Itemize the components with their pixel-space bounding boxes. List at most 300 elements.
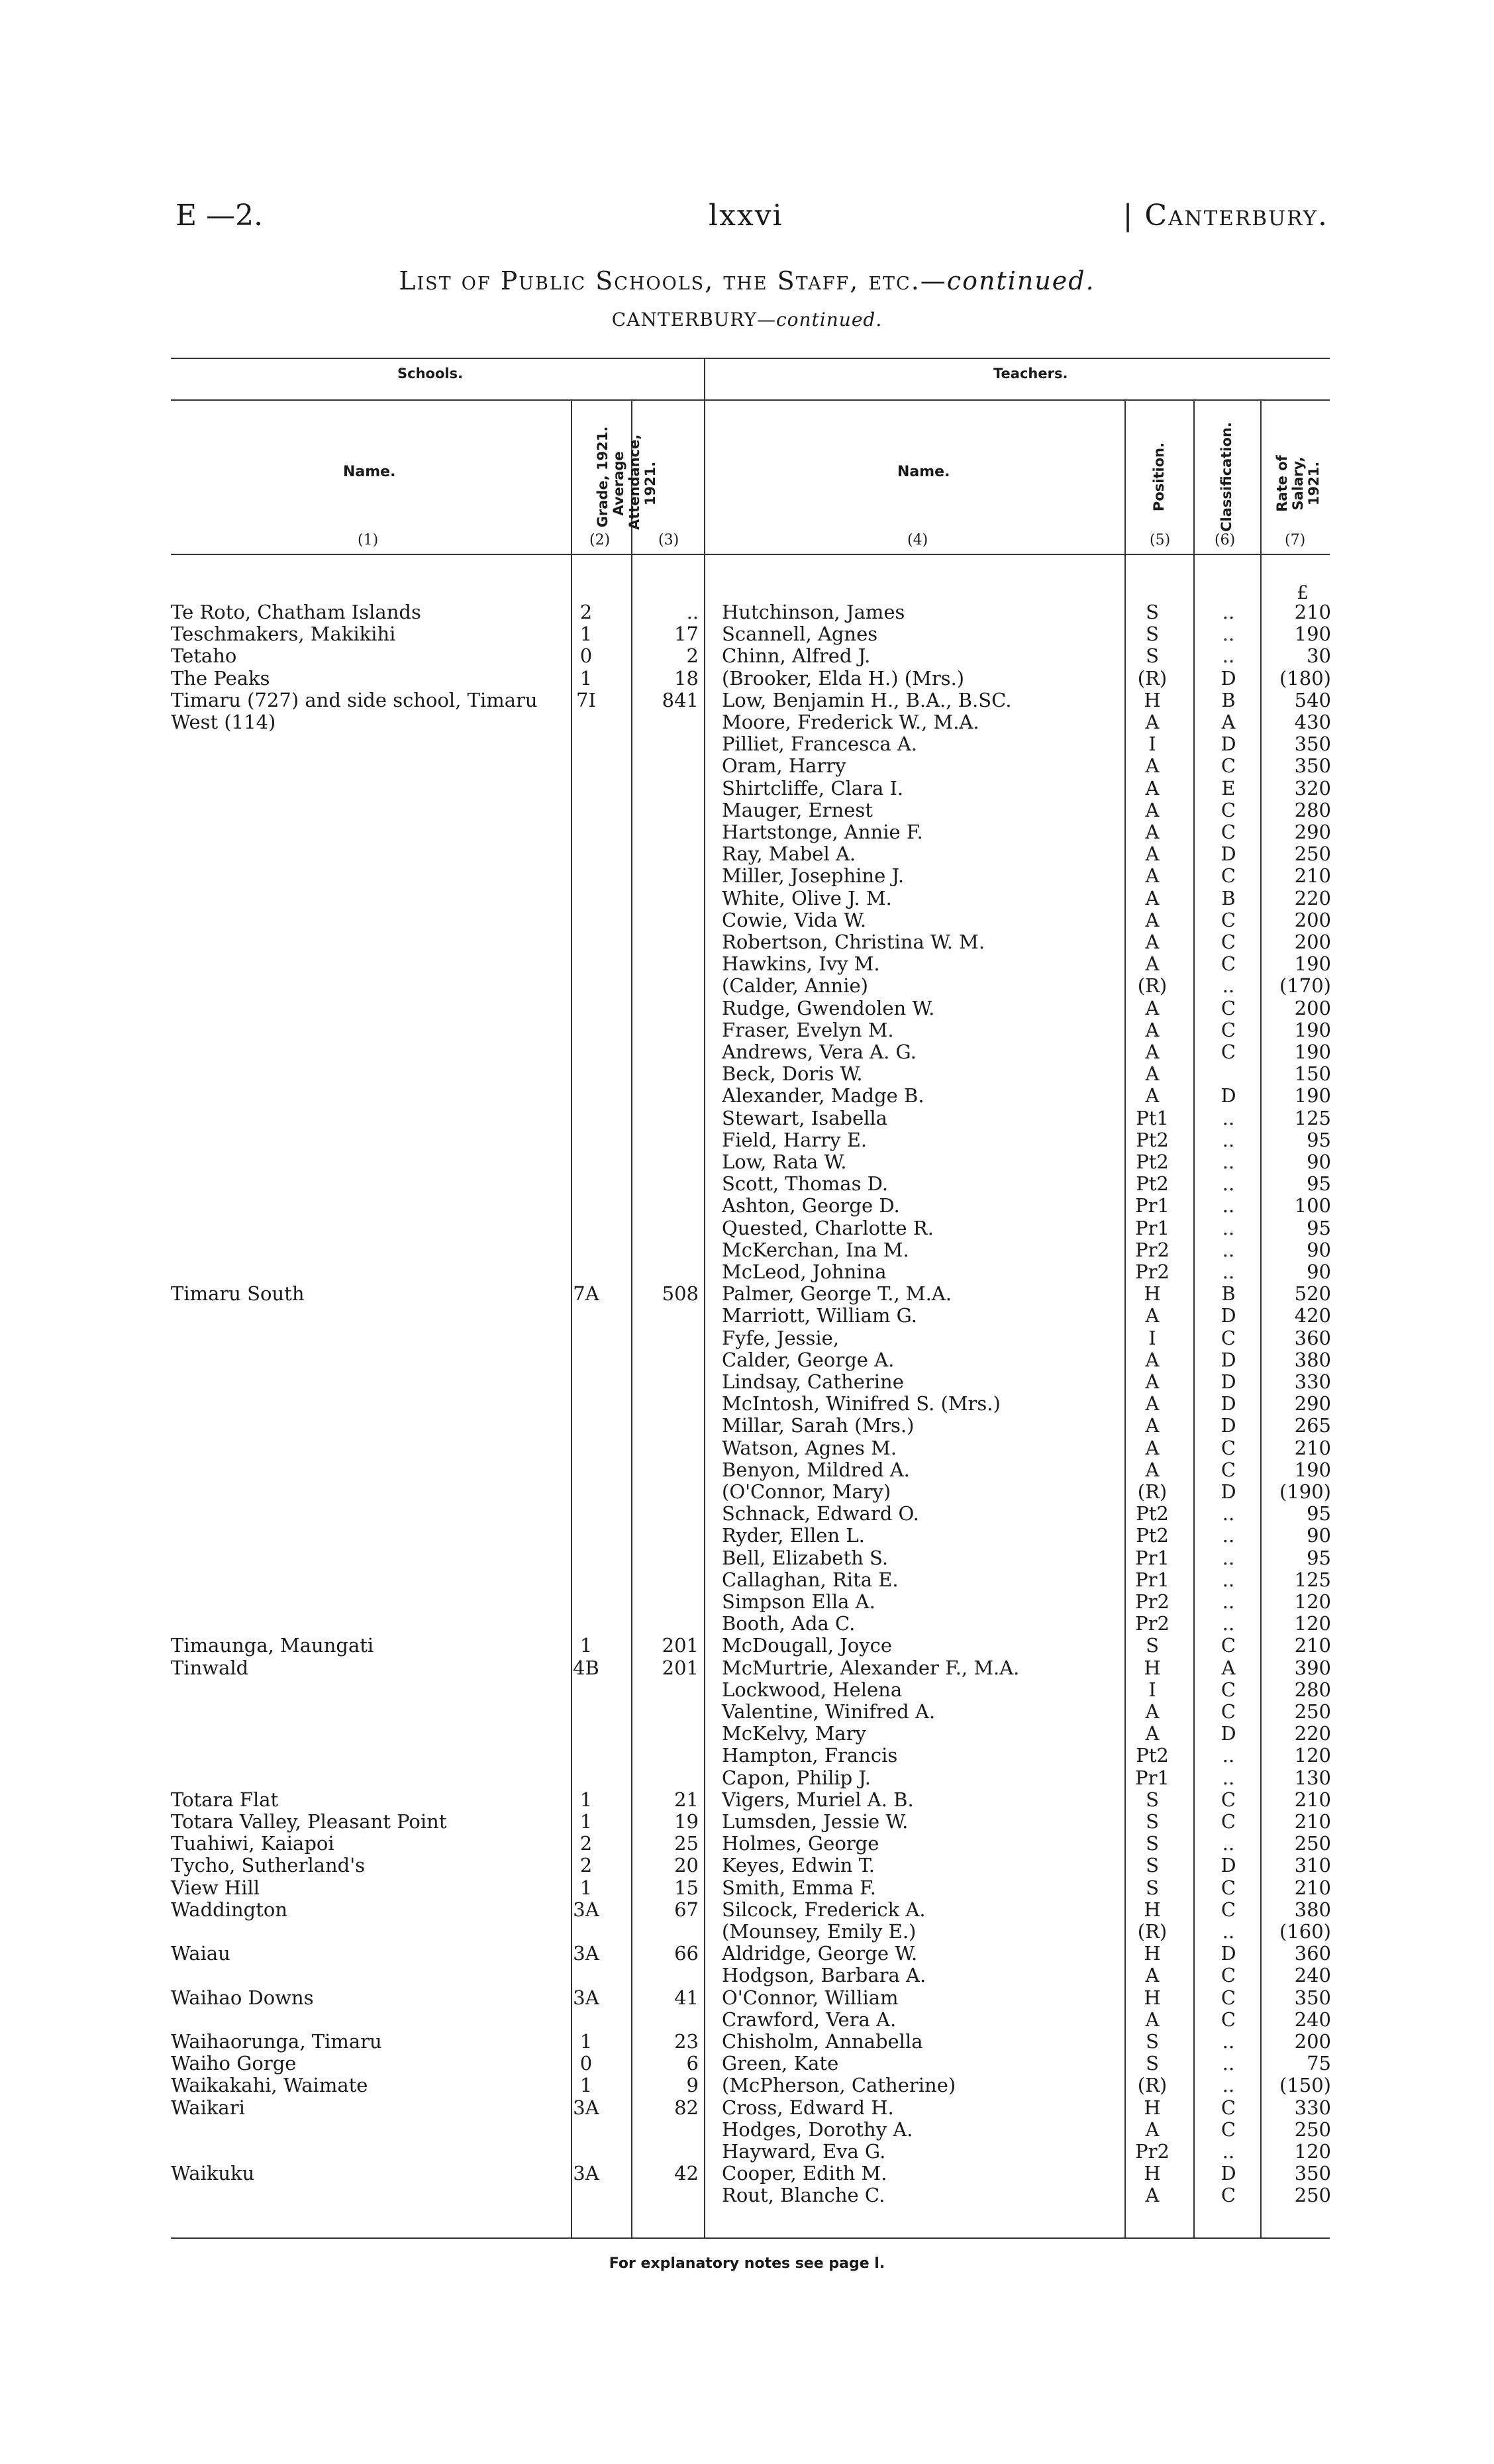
classification-cell: C [1220, 1986, 1236, 2009]
teacher-name: Robertson, Christina W. M. [722, 931, 985, 953]
table-row [0, 1877, 1494, 1899]
table-row [0, 1525, 1494, 1547]
table-row [0, 1855, 1494, 1876]
salary-cell: 90 [1307, 1260, 1331, 1283]
attendance-cell: 67 [674, 1898, 699, 1921]
col-number-3: (3) [658, 532, 679, 548]
position-cell: A [1145, 1964, 1160, 1987]
salary-cell: 190 [1294, 623, 1331, 646]
classification-cell: .. [1222, 601, 1235, 623]
table-row [0, 1657, 1494, 1679]
table-row [0, 755, 1494, 777]
salary-cell: 350 [1294, 754, 1331, 778]
table-row [0, 1789, 1494, 1811]
teacher-name: Silcock, Frederick A. [722, 1898, 926, 1921]
salary-cell: 190 [1294, 1018, 1331, 1041]
position-cell: S [1146, 2030, 1159, 2053]
col-number-6: (6) [1215, 532, 1236, 548]
classification-cell: C [1220, 754, 1236, 778]
table-row [0, 821, 1494, 843]
salary-cell: 120 [1294, 1590, 1331, 1613]
header-bottom-rule [171, 554, 1330, 555]
position-cell: A [1145, 1436, 1160, 1459]
classification-cell: D [1220, 1304, 1236, 1327]
classification-cell: C [1220, 952, 1236, 976]
salary-cell: 330 [1294, 2096, 1331, 2119]
school-name: View Hill [171, 1876, 260, 1899]
table-row [0, 1481, 1494, 1503]
teacher-name: McMurtrie, Alexander F., M.A. [722, 1656, 1020, 1679]
position-cell: Pr1 [1135, 1546, 1170, 1569]
classification-cell: .. [1222, 1106, 1235, 1129]
position-cell: I [1148, 733, 1156, 756]
grade-cell: 1 [579, 1634, 593, 1657]
col-attendance: Average Attendance, 1921. [611, 434, 658, 530]
classification-cell: C [1220, 2118, 1236, 2141]
table-row [0, 1811, 1494, 1833]
position-cell: A [1145, 952, 1160, 976]
salary-cell: 190 [1294, 952, 1331, 976]
position-cell: H [1144, 1656, 1161, 1679]
attendance-cell: 18 [674, 666, 699, 690]
classification-cell: B [1221, 886, 1236, 909]
salary-cell: 200 [1294, 908, 1331, 931]
grade-cell: 4B [573, 1656, 599, 1679]
attendance-cell: 15 [674, 1876, 699, 1899]
position-cell: Pr2 [1135, 2140, 1170, 2163]
teacher-name: Millar, Sarah (Mrs.) [722, 1414, 915, 1437]
school-name: Waddington [171, 1898, 288, 1921]
table-row [0, 1019, 1494, 1041]
attendance-cell: 20 [674, 1854, 699, 1877]
classification-cell: .. [1222, 1546, 1235, 1569]
classification-cell: .. [1222, 1216, 1235, 1239]
position-cell: (R) [1137, 1480, 1168, 1503]
attendance-cell: 841 [662, 688, 699, 711]
position-cell: S [1146, 1854, 1159, 1877]
table-row [0, 668, 1494, 690]
teacher-name: McIntosh, Winifred S. (Mrs.) [722, 1392, 1001, 1415]
position-cell: Pt2 [1136, 1524, 1169, 1547]
position-cell: A [1145, 1370, 1160, 1393]
salary-cell: 210 [1294, 601, 1331, 623]
classification-cell: .. [1222, 1172, 1235, 1196]
teacher-name: Green, Kate [722, 2052, 839, 2075]
classification-cell: C [1220, 1634, 1236, 1657]
salary-cell: 265 [1294, 1414, 1331, 1437]
position-cell: (R) [1137, 2074, 1168, 2097]
position-cell: A [1145, 2118, 1160, 2141]
classification-cell: .. [1222, 1568, 1235, 1591]
table-row [0, 1767, 1494, 1789]
position-cell: Pr2 [1135, 1238, 1170, 1261]
salary-cell: 190 [1294, 1084, 1331, 1107]
table-row [0, 888, 1494, 909]
table-row [0, 1899, 1494, 1921]
position-cell: (R) [1137, 974, 1168, 998]
currency-symbol: £ [1297, 582, 1309, 603]
classification-cell: .. [1222, 644, 1235, 668]
teacher-name: (O'Connor, Mary) [722, 1480, 891, 1503]
teacher-name: Fraser, Evelyn M. [722, 1018, 894, 1041]
teacher-name: (Brooker, Elda H.) (Mrs.) [722, 666, 965, 690]
table-row [0, 1261, 1494, 1283]
grade-cell: 3A [573, 2162, 599, 2185]
teacher-name: Bell, Elizabeth S. [722, 1546, 889, 1569]
attendance-cell: 42 [674, 2162, 699, 2185]
teacher-name: Schnack, Edward O. [722, 1502, 919, 1525]
position-cell: Pr1 [1135, 1216, 1170, 1239]
position-cell: I [1148, 1326, 1156, 1349]
classification-cell: D [1220, 1722, 1236, 1745]
grade-cell: 3A [573, 1986, 599, 2009]
position-cell: S [1146, 623, 1159, 646]
position-cell: H [1144, 1898, 1161, 1921]
classification-cell: C [1220, 798, 1236, 821]
position-cell: S [1146, 1788, 1159, 1811]
salary-cell: 210 [1294, 1788, 1331, 1811]
salary-cell: 100 [1294, 1194, 1331, 1217]
position-cell: A [1145, 908, 1160, 931]
table-row [0, 2163, 1494, 2184]
position-cell: Pt2 [1136, 1502, 1169, 1525]
grade-cell: 1 [579, 2030, 593, 2053]
school-name: Waiau [171, 1942, 230, 1965]
teacher-name: Chisholm, Annabella [722, 2030, 923, 2053]
teacher-name: Mauger, Ernest [722, 798, 873, 821]
table-row [0, 778, 1494, 799]
position-cell: H [1144, 1986, 1161, 2009]
position-cell: S [1146, 2052, 1159, 2075]
salary-cell: 130 [1294, 1766, 1331, 1789]
table-bottom-rule [171, 2237, 1330, 2239]
grade-cell: 1 [579, 623, 593, 646]
attendance-cell: 66 [674, 1942, 699, 1965]
table-row [0, 865, 1494, 887]
teacher-name: Lockwood, Helena [722, 1678, 903, 1701]
classification-cell: E [1221, 776, 1236, 799]
table-row [0, 1965, 1494, 1986]
salary-cell: 210 [1294, 1876, 1331, 1899]
teacher-name: Booth, Ada C. [722, 1612, 856, 1635]
classification-cell: .. [1222, 2074, 1235, 2097]
salary-cell: 190 [1294, 1458, 1331, 1481]
salary-cell: 380 [1294, 1348, 1331, 1371]
teacher-name: McLeod, Johnina [722, 1260, 887, 1283]
table-row [0, 1503, 1494, 1525]
table-row [0, 645, 1494, 667]
grade-cell: 1 [579, 1876, 593, 1899]
position-cell: Pt1 [1136, 1106, 1169, 1129]
position-cell: A [1145, 711, 1160, 733]
position-cell: H [1144, 1282, 1161, 1306]
table-row [0, 1371, 1494, 1393]
position-cell: Pr1 [1135, 1766, 1170, 1789]
salary-cell: 210 [1294, 1436, 1331, 1459]
classification-cell: D [1220, 666, 1236, 690]
position-cell: Pt2 [1136, 1744, 1169, 1767]
classification-cell: .. [1222, 1524, 1235, 1547]
attendance-cell: 19 [674, 1810, 699, 1833]
teacher-name: Capon, Philip J. [722, 1766, 872, 1789]
position-cell: A [1145, 776, 1160, 799]
table-row [0, 1415, 1494, 1437]
classification-cell: C [1220, 908, 1236, 931]
teacher-name: Ray, Mabel A. [722, 843, 856, 866]
position-cell: H [1144, 1942, 1161, 1965]
classification-cell: .. [1222, 2052, 1235, 2075]
school-name: Waikari [171, 2096, 245, 2119]
teacher-name: Hartstonge, Annie F. [722, 821, 923, 843]
teacher-name: Oram, Harry [722, 754, 846, 778]
position-cell: S [1146, 1832, 1159, 1855]
classification-cell: C [1220, 1700, 1236, 1723]
page-title [0, 266, 1494, 295]
table-row [0, 601, 1494, 623]
table-row [0, 1041, 1494, 1063]
teacher-name: O'Connor, William [722, 1986, 899, 2009]
salary-cell: 120 [1294, 2140, 1331, 2163]
position-cell: A [1145, 1041, 1160, 1063]
table-row [0, 1437, 1494, 1459]
table-row [0, 2031, 1494, 2053]
classification-cell: D [1220, 1942, 1236, 1965]
teacher-name: Shirtcliffe, Clara I. [722, 776, 904, 799]
salary-cell: 220 [1294, 1722, 1331, 1745]
school-name: Tuahiwi, Kaiapoi [171, 1832, 334, 1855]
attendance-cell: 17 [674, 623, 699, 646]
teacher-name: Simpson Ella A. [722, 1590, 875, 1613]
teacher-name: Low, Rata W. [722, 1151, 847, 1173]
table-row [0, 1547, 1494, 1569]
subtitle-continued: continued. [775, 309, 883, 331]
teacher-name: Aldridge, George W. [722, 1942, 918, 1965]
school-name: The Peaks [171, 666, 270, 690]
table-row [0, 2184, 1494, 2206]
page-number: lxxvi [709, 199, 783, 232]
teacher-name: Ashton, George D. [722, 1194, 900, 1217]
teacher-name: Callaghan, Rita E. [722, 1568, 899, 1591]
grade-cell: 7I [576, 688, 596, 711]
table-row [0, 711, 1494, 733]
school-name: Totara Valley, Pleasant Point [171, 1810, 447, 1833]
position-cell: A [1145, 1018, 1160, 1041]
table-row [0, 1833, 1494, 1855]
salary-cell: 290 [1294, 1392, 1331, 1415]
classification-cell: B [1221, 688, 1236, 711]
table-row [0, 1679, 1494, 1701]
position-cell: S [1146, 601, 1159, 623]
table-row [0, 1107, 1494, 1129]
grade-cell: 3A [573, 1898, 599, 1921]
grade-cell: 2 [579, 1854, 593, 1877]
salary-cell: 350 [1294, 2162, 1331, 2185]
classification-cell: C [1220, 821, 1236, 843]
school-name: Tetaho [171, 644, 237, 668]
grade-cell: 1 [579, 666, 593, 690]
grade-cell: 2 [579, 1832, 593, 1855]
teacher-name: Benyon, Mildred A. [722, 1458, 910, 1481]
classification-cell: D [1220, 843, 1236, 866]
table-row [0, 1459, 1494, 1481]
teacher-name: Stewart, Isabella [722, 1106, 887, 1129]
salary-cell: 220 [1294, 886, 1331, 909]
table-row [0, 2009, 1494, 2031]
salary-cell: (160) [1279, 1920, 1331, 1943]
classification-cell: D [1220, 1348, 1236, 1371]
page-subtitle [0, 309, 1494, 331]
table-row [0, 1701, 1494, 1723]
classification-cell: .. [1222, 1260, 1235, 1283]
salary-cell: 240 [1294, 1964, 1331, 1987]
table-row [0, 2141, 1494, 2163]
teacher-name: Moore, Frederick W., M.A. [722, 711, 979, 733]
teacher-name: Lindsay, Catherine [722, 1370, 904, 1393]
classification-cell: C [1220, 1898, 1236, 1921]
teacher-name: McKelvy, Mary [722, 1722, 866, 1745]
position-cell: A [1145, 1348, 1160, 1371]
classification-cell: C [1220, 1436, 1236, 1459]
classification-cell: .. [1222, 2140, 1235, 2163]
col-teacher-name: Name. [897, 464, 950, 480]
col-number-7: (7) [1285, 532, 1306, 548]
salary-cell: 290 [1294, 821, 1331, 843]
teacher-name: Andrews, Vera A. G. [722, 1041, 917, 1063]
classification-cell: C [1220, 2184, 1236, 2207]
grade-cell: 7A [573, 1282, 599, 1306]
position-cell: Pr1 [1135, 1568, 1170, 1591]
teacher-name: Marriott, William G. [722, 1304, 917, 1327]
classification-cell: C [1220, 1788, 1236, 1811]
salary-cell: 360 [1294, 1942, 1331, 1965]
classification-cell: .. [1222, 623, 1235, 646]
salary-cell: 390 [1294, 1656, 1331, 1679]
group-schools: Schools. [397, 366, 464, 382]
salary-cell: 75 [1307, 2052, 1331, 2075]
title-main: List of Public Schools, the Staff, etc.— [399, 266, 947, 295]
table-row [0, 799, 1494, 821]
salary-cell: 310 [1294, 1854, 1331, 1877]
teacher-name: Hutchinson, James [722, 601, 905, 623]
salary-cell: 350 [1294, 733, 1331, 756]
teacher-name: Crawford, Vera A. [722, 2008, 897, 2031]
attendance-cell: 2 [686, 644, 699, 668]
school-name: Timaunga, Maungati [171, 1634, 374, 1657]
classification-cell: C [1220, 1964, 1236, 1987]
teacher-name: Rudge, Gwendolen W. [722, 996, 935, 1019]
teacher-name: Vigers, Muriel A. B. [722, 1788, 914, 1811]
salary-cell: 540 [1294, 688, 1331, 711]
salary-cell: 210 [1294, 1634, 1331, 1657]
salary-cell: 380 [1294, 1898, 1331, 1921]
salary-cell: 200 [1294, 931, 1331, 953]
salary-cell: 125 [1294, 1568, 1331, 1591]
table-row [0, 1239, 1494, 1261]
grade-cell: 1 [579, 1810, 593, 1833]
school-name: Waiho Gorge [171, 2052, 297, 2075]
table-row [0, 1943, 1494, 1965]
table-row [0, 1327, 1494, 1349]
salary-cell: (190) [1279, 1480, 1331, 1503]
school-name: Timaru South [171, 1282, 305, 1306]
teacher-name: Chinn, Alfred J. [722, 644, 871, 668]
position-cell: I [1148, 1678, 1156, 1701]
position-cell: A [1145, 2008, 1160, 2031]
school-name: Waikakahi, Waimate [171, 2074, 368, 2097]
teacher-name: Cross, Edward H. [722, 2096, 894, 2119]
teacher-name: Lumsden, Jessie W. [722, 1810, 909, 1833]
salary-cell: 210 [1294, 864, 1331, 888]
salary-cell: 250 [1294, 2118, 1331, 2141]
attendance-cell: 21 [674, 1788, 699, 1811]
footer-note: For explanatory notes see page l. [609, 2255, 885, 2272]
classification-cell: .. [1222, 1194, 1235, 1217]
position-cell: (R) [1137, 666, 1168, 690]
attendance-cell: 82 [674, 2096, 699, 2119]
classification-cell: A [1221, 1656, 1236, 1679]
table-row [0, 1195, 1494, 1217]
teacher-name: Pilliet, Francesca A. [722, 733, 918, 756]
teacher-name: Smith, Emma F. [722, 1876, 876, 1899]
position-cell: A [1145, 1062, 1160, 1086]
teacher-name: Keyes, Edwin T. [722, 1854, 875, 1877]
teacher-name: Alexander, Madge B. [722, 1084, 924, 1107]
classification-cell: .. [1222, 1238, 1235, 1261]
subtitle-main: CANTERBURY— [611, 309, 776, 331]
position-cell: A [1145, 1458, 1160, 1481]
teacher-name: Scott, Thomas D. [722, 1172, 889, 1196]
attendance-cell: 41 [674, 1986, 699, 2009]
classification-cell: C [1220, 931, 1236, 953]
classification-cell: D [1220, 1370, 1236, 1393]
table-row [0, 1283, 1494, 1305]
attendance-cell: 201 [662, 1634, 699, 1657]
position-cell: Pt2 [1136, 1172, 1169, 1196]
salary-cell: 90 [1307, 1524, 1331, 1547]
teacher-name: Quested, Charlotte R. [722, 1216, 934, 1239]
position-cell: A [1145, 996, 1160, 1019]
classification-cell: C [1220, 2096, 1236, 2119]
position-cell: Pr1 [1135, 1194, 1170, 1217]
classification-cell: C [1220, 1326, 1236, 1349]
school-name: Waihao Downs [171, 1986, 314, 2009]
classification-cell: .. [1222, 1128, 1235, 1151]
col-classification: Classification. [1219, 422, 1234, 532]
salary-cell: 240 [1294, 2008, 1331, 2031]
salary-cell: 95 [1307, 1502, 1331, 1525]
classification-cell: C [1220, 1041, 1236, 1063]
position-cell: Pr2 [1135, 1612, 1170, 1635]
salary-cell: 320 [1294, 776, 1331, 799]
position-cell: A [1145, 886, 1160, 909]
col-position: Position. [1151, 442, 1167, 512]
table-top-rule [171, 358, 1330, 359]
position-cell: A [1145, 1700, 1160, 1723]
table-row [0, 1173, 1494, 1195]
salary-cell: 190 [1294, 1041, 1331, 1063]
table-row [0, 1591, 1494, 1613]
school-name: Timaru (727) and side school, Timaru [171, 688, 538, 711]
salary-cell: 90 [1307, 1238, 1331, 1261]
position-cell: A [1145, 864, 1160, 888]
position-cell: A [1145, 754, 1160, 778]
teacher-name: McKerchan, Ina M. [722, 1238, 909, 1261]
salary-cell: 95 [1307, 1172, 1331, 1196]
salary-cell: 250 [1294, 843, 1331, 866]
table-row [0, 1613, 1494, 1635]
classification-cell: D [1220, 1414, 1236, 1437]
grade-cell: 3A [573, 2096, 599, 2119]
